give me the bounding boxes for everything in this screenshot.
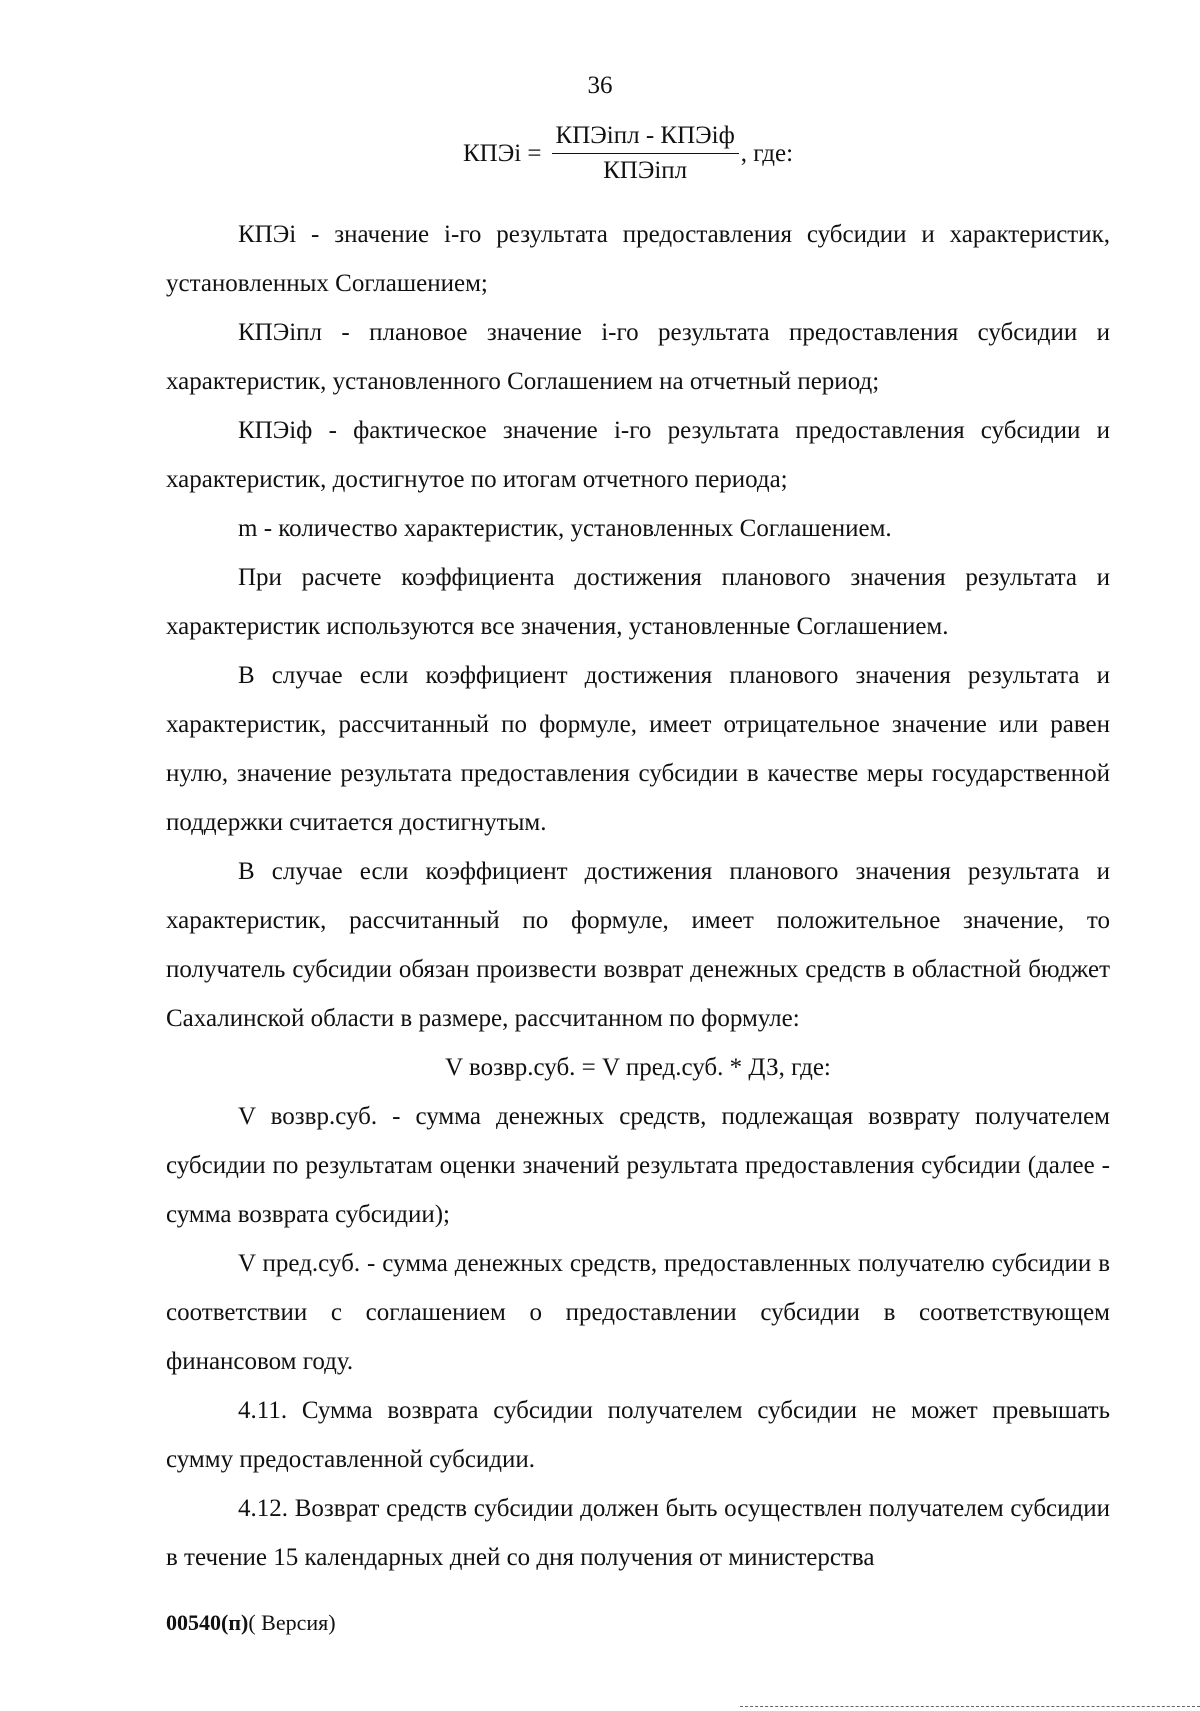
formula-denominator: КПЭiпл	[603, 157, 688, 184]
formula-lhs: КПЭi =	[463, 139, 542, 167]
paragraph-kpe-fact-definition: КПЭiф - фактическое значение i-го результата предоставления субсидии и характеристик, достигнутое по итогам отчетного периода;	[166, 417, 1110, 493]
document-footer	[166, 1610, 336, 1636]
bottom-divider	[740, 1706, 1200, 1707]
paragraph-negative-case: В случае если коэффициент достижения планового значения результата и характеристик, рассчитанный по формуле, имеет отрицательное значение или равен нулю, значение результата предоставления субсидии в качестве меры государственной поддержки считается достигнутым.	[166, 662, 1110, 836]
formula-tail: , где:	[740, 139, 794, 167]
formula-numerator: КПЭiпл - КПЭiф	[552, 122, 739, 154]
document-body	[166, 210, 1110, 1582]
paragraph-4-11: 4.11. Сумма возврата субсидии получателем субсидии не может превышать сумму предоставленной субсидии.	[166, 1397, 1110, 1473]
paragraph-positive-case: В случае если коэффициент достижения планового значения результата и характеристик, рассчитанный по формуле, имеет положительное значение, то получатель субсидии обязан произвести возврат денежных средств в областной бюджет Сахалинской области в размере, рассчитанном по формуле:	[166, 858, 1110, 1032]
paragraph-4-12: 4.12. Возврат средств субсидии должен быть осуществлен получателем субсидии в течение 15 календарных дней со дня получения от министерства	[166, 1495, 1110, 1571]
return-formula: V возвр.суб. = V пред.суб. * ДЗ, где:	[445, 1054, 831, 1081]
kpe-formula	[463, 122, 793, 185]
paragraph-v-provided-definition: V пред.суб. - сумма денежных средств, предоставленных получателю субсидии в соответствии с соглашением о предоставлении субсидии в соответствующем финансовом году.	[166, 1250, 1110, 1375]
document-code: 00540(п)	[166, 1610, 249, 1635]
paragraph-kpe-definition: КПЭi - значение i-го результата предоставления субсидии и характеристик, установленных Соглашением;	[166, 221, 1110, 297]
document-version: ( Версия)	[248, 1610, 336, 1635]
paragraph-calculation-note: При расчете коэффициента достижения планового значения результата и характеристик используются все значения, установленные Соглашением.	[166, 564, 1110, 640]
paragraph-v-return-definition: V возвр.суб. - сумма денежных средств, подлежащая возврату получателем субсидии по результатам оценки значений результата предоставления субсидии (далее - сумма возврата субсидии);	[166, 1103, 1110, 1228]
page-number: 36	[587, 72, 613, 99]
formula-fraction	[552, 122, 739, 185]
paragraph-m-definition: m - количество характеристик, установленных Соглашением.	[238, 515, 892, 542]
paragraph-kpe-plan-definition: КПЭiпл - плановое значение i-го результата предоставления субсидии и характеристик, установленного Соглашением на отчетный период;	[166, 319, 1110, 395]
